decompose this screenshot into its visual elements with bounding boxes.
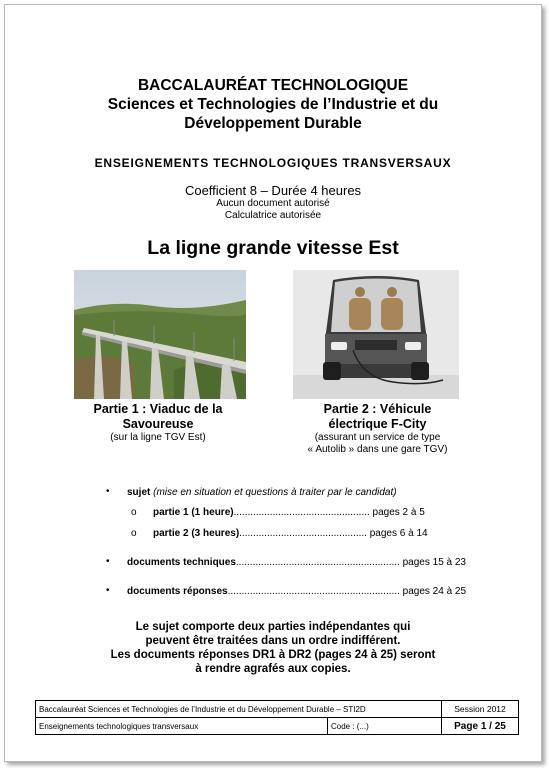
bullet-icon: • bbox=[106, 556, 110, 567]
circle-bullet-icon: o bbox=[131, 507, 137, 518]
response-docs-dots: .............................................................. bbox=[227, 586, 400, 597]
fcity-vehicle-photo bbox=[293, 270, 459, 399]
response-docs-item bbox=[127, 586, 466, 597]
title-line-1: BACCALAURÉAT TECHNOLOGIQUE bbox=[137, 77, 409, 94]
note-line-4: à rendre agrafés aux copies. bbox=[195, 663, 351, 675]
subject-heading: ENSEIGNEMENTS TECHNOLOGIQUES TRANSVERSAUX bbox=[94, 156, 452, 170]
footer-row bbox=[36, 701, 519, 718]
part2-caption bbox=[285, 402, 470, 456]
tech-docs-item bbox=[127, 557, 466, 568]
part2-label: partie 2 (3 heures) bbox=[153, 528, 240, 539]
response-docs-pages: pages 24 à 25 bbox=[402, 586, 467, 597]
circle-bullet-icon: o bbox=[131, 528, 137, 539]
title-line-3: Développement Durable bbox=[184, 115, 362, 132]
tech-docs-dots: ........................................................... bbox=[235, 557, 400, 568]
viaduct-photo bbox=[74, 270, 246, 399]
footer-table bbox=[35, 700, 519, 735]
part1-dots: ................................................. bbox=[233, 507, 370, 518]
no-document-note: Aucun document autorisé bbox=[216, 198, 330, 209]
footer-page-number: Page 1 / 25 bbox=[442, 718, 519, 735]
coefficient-text: Coefficient 8 – Durée 4 heures bbox=[184, 183, 362, 198]
part1-item bbox=[153, 507, 425, 518]
footer-exam-name: Baccalauréat Sciences et Technologies de l’Industrie et du Développement Durable – STI2D bbox=[36, 701, 442, 718]
part1-caption bbox=[63, 402, 253, 444]
part1-label: partie 1 (1 heure) bbox=[153, 507, 234, 518]
part2-subtitle-2: « Autolib » dans une gare TGV) bbox=[307, 444, 448, 455]
bullet-icon: • bbox=[106, 486, 110, 497]
footer-code: Code : (...) bbox=[328, 718, 442, 735]
part1-subtitle-1: (sur la ligne TGV Est) bbox=[110, 432, 206, 443]
document-page bbox=[4, 4, 542, 762]
response-docs-label: documents réponses bbox=[127, 586, 228, 597]
sujet-label: sujet bbox=[127, 487, 151, 498]
part2-pages: pages 6 à 14 bbox=[369, 528, 428, 539]
part2-subtitle-1: (assurant un service de type bbox=[314, 432, 441, 443]
footer-row bbox=[36, 718, 519, 735]
part2-item bbox=[153, 528, 428, 539]
part1-title-1: Partie 1 : Viaduc de la bbox=[93, 402, 223, 416]
tech-docs-pages: pages 15 à 23 bbox=[402, 557, 466, 568]
tech-docs-label: documents techniques bbox=[127, 557, 236, 568]
note-line-2: peuvent être traitées dans un ordre indifférent. bbox=[145, 635, 401, 647]
part1-title-2: Savoureuse bbox=[122, 417, 194, 431]
footer-subject: Enseignements technologiques transversaux bbox=[36, 718, 328, 735]
title-line-2: Sciences et Technologies de l’Industrie et du bbox=[107, 96, 439, 113]
part2-dots: .............................................. bbox=[239, 528, 367, 539]
sujet-item bbox=[127, 487, 397, 498]
part2-title-2: électrique F-City bbox=[328, 417, 427, 431]
note-line-1: Le sujet comporte deux parties indépendantes qui bbox=[135, 621, 411, 633]
note-line-3: Les documents réponses DR1 à DR2 (pages 24 à 25) seront bbox=[110, 649, 436, 661]
footer-session: Session 2012 bbox=[442, 701, 519, 718]
sujet-note: (mise en situation et questions à traiter par le candidat) bbox=[153, 487, 397, 498]
part1-pages: pages 2 à 5 bbox=[372, 507, 425, 518]
main-title: La ligne grande vitesse Est bbox=[147, 237, 399, 259]
bullet-icon: • bbox=[106, 585, 110, 596]
calculator-note: Calculatrice autorisée bbox=[224, 210, 322, 221]
part2-title-1: Partie 2 : Véhicule bbox=[323, 402, 432, 416]
